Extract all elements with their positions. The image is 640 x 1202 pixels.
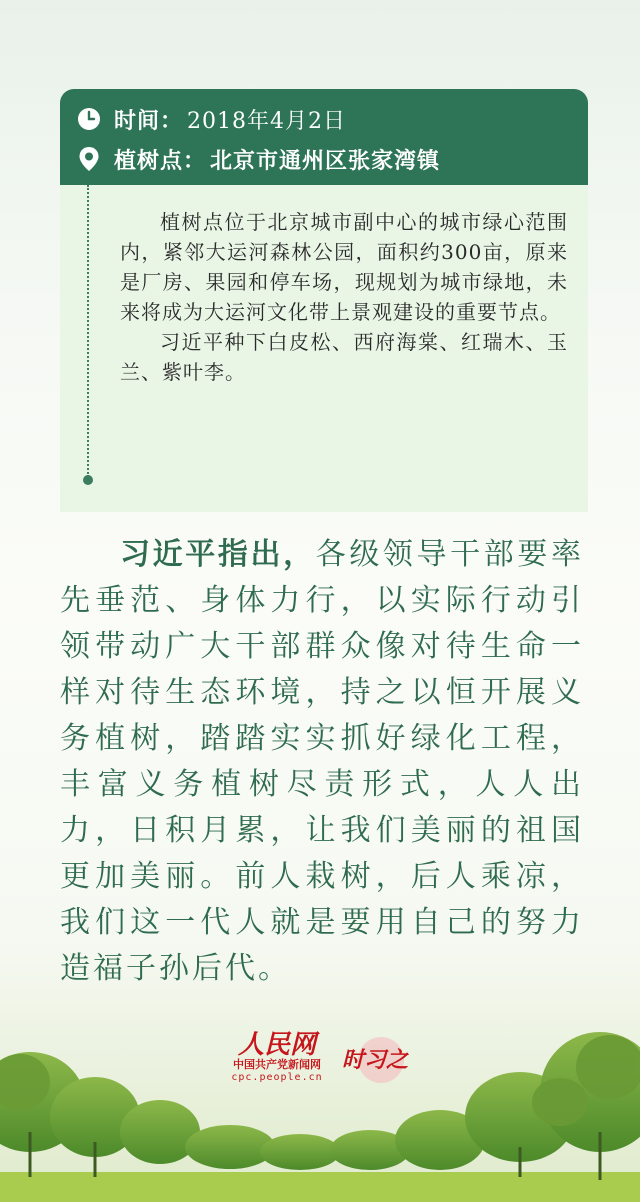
- main-quote: [60, 532, 584, 992]
- place-label: 植树点：: [114, 148, 207, 174]
- place-row: [76, 143, 588, 175]
- time-value: 2018年4月2日: [187, 108, 346, 134]
- location-pin-icon: [76, 146, 102, 172]
- time-label: 时间：: [114, 108, 184, 134]
- info-paragraph: 习近平种下白皮松、西府海棠、红瑞木、玉兰、紫叶李。: [120, 330, 568, 384]
- info-card: [60, 89, 588, 512]
- time-row: [76, 89, 588, 135]
- people-logo-url: cpc.people.cn: [231, 1072, 323, 1083]
- place-value: 北京市通州区张家湾镇: [210, 148, 441, 174]
- main-lead: 习近平指出，: [120, 537, 316, 572]
- people-logo-script: 人民网: [237, 1030, 316, 1060]
- timeline-dot: [83, 475, 93, 485]
- info-card-body: [120, 207, 568, 387]
- main-text: 各级领导干部要率先垂范、身体力行，以实际行动引领带动广大干部群众像对待生命一样对待生态环境，持之以恒开展义务植树，踏踏实实抓好绿化工程，丰富义务植树尽责形式，人人出力，日积月累，让我们美丽的祖国更加美丽。前人栽树，后人乘凉，我们这一代人就是要用自己的努力造福子孙后代。: [60, 537, 585, 986]
- people-logo-cn: 中国共产党新闻网: [233, 1058, 321, 1071]
- shixizhi-logo-text: 时习之: [342, 1048, 409, 1073]
- tree-scenery: [0, 1022, 640, 1202]
- timeline-line: [87, 185, 89, 477]
- info-card-header: [60, 89, 588, 185]
- main-paragraph: [60, 532, 584, 992]
- clock-icon: [76, 106, 102, 132]
- info-paragraph: 植树点位于北京城市副中心的城市绿心范围内，紧邻大运河森林公园，面积约300亩，原来是厂房、果园和停车场，现规划为城市绿地，未来将成为大运河文化带上景观建设的重要节点。: [120, 210, 568, 324]
